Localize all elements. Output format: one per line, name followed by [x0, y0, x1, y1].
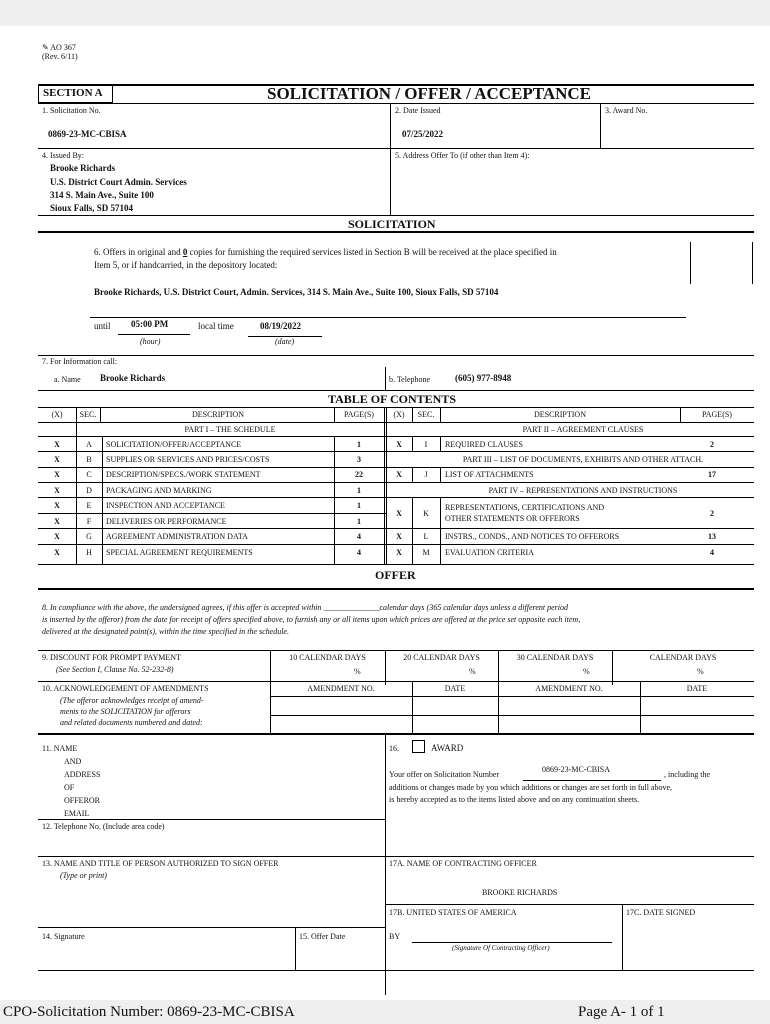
- item11-label: 11. NAME: [42, 744, 78, 753]
- rule: [38, 231, 754, 233]
- rule: [38, 927, 385, 928]
- rule: [100, 407, 101, 422]
- rule: [690, 242, 691, 284]
- toc-pages-header: PAGE(S): [344, 410, 374, 419]
- info-name-label: a. Name: [54, 375, 81, 384]
- toc-row-desc: REPRESENTATIONS, CERTIFICATIONS AND: [445, 503, 605, 512]
- discount-pct: %: [583, 667, 590, 676]
- rule: [38, 681, 754, 682]
- rule: [386, 467, 754, 468]
- rule: [386, 497, 754, 498]
- toc-x-header-right: (X): [393, 410, 405, 419]
- item17c-label: 17C. DATE SIGNED: [626, 908, 696, 917]
- toc-part3: PART III – LIST OF DOCUMENTS, EXHIBITS AND OTHER ATTACH.: [462, 455, 704, 464]
- toc-row-pages: 1: [357, 486, 361, 495]
- sol-no-label: 1. Solicitation No.: [42, 106, 101, 115]
- toc-row-sec: I: [424, 440, 428, 449]
- issued-by-line: 314 S. Main Ave., Suite 100: [50, 190, 154, 200]
- rule: [38, 451, 386, 452]
- toc-row-sec: M: [422, 548, 430, 557]
- form-rev: (Rev. 6/11): [42, 52, 78, 61]
- toc-row-sec: A: [86, 440, 92, 449]
- item6-line1: copies for furnishing the required services listed in Section B will be received at the place specified in: [187, 247, 557, 257]
- award-text-line3: is hereby accepted as to the items listed above and on any continuation sheets.: [389, 795, 640, 804]
- toc-row-desc: PACKAGING AND MARKING: [106, 486, 212, 495]
- item8-line2: is inserted by the offeror) from the date for receipt of offers specified above, to furnish any or all items upon which prices are offered at the price set opposite each item,: [42, 615, 581, 624]
- local-time-label: local time: [198, 321, 234, 331]
- rule: [600, 103, 601, 148]
- toc-row-desc: INSPECTION AND ACCEPTANCE: [106, 501, 225, 510]
- offer-heading: OFFER: [375, 568, 416, 582]
- amend-col: DATE: [444, 684, 466, 693]
- discount-col: 20 CALENDAR DAYS: [403, 653, 480, 662]
- toc-row-x: X: [54, 548, 60, 557]
- issued-by-line: Brooke Richards: [50, 163, 116, 173]
- depository-location: Brooke Richards, U.S. District Court, Admin. Services, 314 S. Main Ave., Suite 100, Sioux Falls, SD 57104: [94, 287, 499, 297]
- item8-line1: [42, 603, 568, 612]
- award-checkbox[interactable]: [412, 740, 425, 753]
- rule: [38, 407, 754, 408]
- toc-desc-header: DESCRIPTION: [191, 410, 244, 419]
- award-label: AWARD: [431, 743, 464, 753]
- item17b-label: 17B. UNITED STATES OF AMERICA: [389, 908, 517, 917]
- item11-line: ADDRESS: [64, 770, 101, 779]
- rule: [38, 148, 754, 149]
- rule: [38, 819, 385, 820]
- toc-row-pages: 2: [710, 509, 714, 518]
- toc-row-pages: 4: [710, 548, 714, 557]
- toc-row-desc: SOLICITATION/OFFER/ACCEPTANCE: [106, 440, 242, 449]
- pen-icon: ✎: [42, 43, 49, 52]
- toc-row-sec: D: [86, 486, 92, 495]
- item11-line: AND: [64, 757, 82, 766]
- item14-label: 14. Signature: [42, 932, 85, 941]
- toc-row-desc: DELIVERIES OR PERFORMANCE: [106, 517, 227, 526]
- rule: [440, 467, 441, 482]
- rule: [38, 422, 386, 423]
- toc-part1: PART I – THE SCHEDULE: [184, 425, 276, 434]
- item6-pre: 6. Offers in original and: [94, 247, 183, 257]
- form-page: [0, 26, 770, 996]
- item16-no: 16.: [389, 744, 399, 753]
- discount-pct: %: [469, 667, 476, 676]
- discount-col: CALENDAR DAYS: [649, 653, 717, 662]
- item6-copies: 0: [182, 247, 188, 257]
- toc-part4: PART IV – REPRESENTATIONS AND INSTRUCTIONS: [488, 486, 678, 495]
- discount-pct: %: [354, 667, 361, 676]
- toc-row-desc: SPECIAL AGREEMENT REQUIREMENTS: [106, 548, 253, 557]
- item10-sub: (The offeror acknowledges receipt of amend-: [60, 696, 204, 705]
- viewer-top-bar: [0, 0, 770, 26]
- toc-row-pages: 1: [357, 440, 361, 449]
- issued-by-line: U.S. District Court Admin. Services: [50, 177, 187, 187]
- item10-sub: and related documents numbered and dated:: [60, 718, 203, 727]
- toc-row-desc: REQUIRED CLAUSES: [445, 440, 524, 449]
- signature-caption: (Signature Of Contracting Officer): [452, 944, 550, 952]
- rule: [440, 497, 441, 528]
- toc-row-sec: F: [86, 517, 92, 526]
- toc-row-sec: L: [423, 532, 429, 541]
- rule: [38, 355, 754, 356]
- award-no-label: 3. Award No.: [605, 106, 648, 115]
- item15-label: 15. Offer Date: [299, 932, 346, 941]
- rule: [386, 528, 754, 529]
- toc-row-sec: E: [86, 501, 92, 510]
- form-id: [42, 43, 76, 52]
- discount-col: 10 CALENDAR DAYS: [289, 653, 366, 662]
- rule: [38, 436, 386, 437]
- item13-sub: (Type or print): [60, 871, 107, 880]
- toc-row-desc: INSTRS., CONDS., AND NOTICES TO OFFERORS: [445, 532, 620, 541]
- item8-pre: 8. In compliance with the above, the undersigned agrees, if this offer is accepted within: [42, 603, 324, 612]
- rule: [90, 317, 686, 318]
- receipt-time: 05:00 PM: [131, 319, 169, 329]
- toc-row-desc: SUPPLIES OR SERVICES AND PRICES/COSTS: [106, 455, 270, 464]
- toc-row-pages: 3: [357, 455, 361, 464]
- rule: [752, 242, 753, 284]
- info-phone: (605) 977-8948: [455, 373, 512, 383]
- date-issued: 07/25/2022: [402, 129, 444, 139]
- rule: [38, 856, 754, 857]
- toc-row-x: X: [54, 440, 60, 449]
- toc-row-x: X: [54, 501, 60, 510]
- rule: [385, 367, 386, 390]
- rule: [270, 696, 754, 697]
- rule: [38, 467, 386, 468]
- section-label: SECTION A: [43, 87, 103, 99]
- rule: [38, 564, 754, 565]
- toc-row-pages: 17: [708, 470, 716, 479]
- rule: [385, 733, 386, 995]
- award-text-line2: additions or changes made by you which additions or changes are set forth in full above,: [389, 783, 673, 792]
- rule: [38, 544, 386, 545]
- item10-label: 10. ACKNOWLEDGEMENT OF AMENDMENTS: [42, 684, 209, 693]
- toc-row-desc: OTHER STATEMENTS OR OFFERORS: [445, 514, 580, 523]
- toc-row-x: X: [396, 509, 402, 518]
- toc-row-x: X: [54, 486, 60, 495]
- rule: [440, 436, 441, 451]
- rule: [386, 544, 754, 545]
- toc-row-x: X: [54, 517, 60, 526]
- item9-sub: (See Section I, Clause No. 52-232-8): [56, 665, 174, 674]
- toc-row-sec: J: [424, 470, 428, 479]
- toc-heading: TABLE OF CONTENTS: [328, 392, 457, 406]
- toc-row-sec: K: [423, 509, 429, 518]
- form-title: SOLICITATION / OFFER / ACCEPTANCE: [267, 84, 591, 103]
- rule: [38, 513, 386, 514]
- date-label: (date): [275, 337, 295, 346]
- rule: [38, 482, 386, 483]
- item6-text: [94, 247, 557, 257]
- by-label: BY: [389, 932, 401, 941]
- rule: [118, 334, 190, 335]
- item13-label: 13. NAME AND TITLE OF PERSON AUTHORIZED TO SIGN OFFER: [42, 859, 279, 868]
- page-footer: [0, 1000, 770, 1024]
- rule: [386, 482, 754, 483]
- issued-by-line: Sioux Falls, SD 57104: [50, 203, 134, 213]
- rule: [523, 780, 661, 781]
- toc-row-desc: EVALUATION CRITERIA: [445, 548, 534, 557]
- rule: [270, 715, 754, 716]
- rule: [386, 436, 754, 437]
- rule: [38, 733, 754, 735]
- toc-row-pages: 22: [355, 470, 363, 479]
- toc-sec-header-right: SEC.: [417, 410, 435, 419]
- form-id-text: AO 367: [50, 43, 76, 52]
- rule: [384, 407, 385, 564]
- info-phone-label: b. Telephone: [389, 375, 431, 384]
- footer-page-number: Page A- 1 of 1: [578, 1004, 665, 1020]
- rule: [38, 390, 754, 391]
- rule: [385, 904, 754, 905]
- until-label: until: [94, 321, 111, 331]
- item10-sub: ments to the SOLICITATION for offerors: [60, 707, 191, 716]
- toc-row-x: X: [54, 470, 60, 479]
- solicitation-heading: SOLICITATION: [348, 217, 436, 231]
- amend-col: AMENDMENT NO.: [535, 684, 603, 693]
- rule: [38, 215, 754, 216]
- item11-line: OF: [64, 783, 75, 792]
- date-issued-label: 2. Date Issued: [395, 106, 441, 115]
- rule: [38, 103, 754, 104]
- info-label: 7. For Information call:: [42, 357, 118, 366]
- item11-line: OFFEROR: [64, 796, 101, 805]
- rule: [386, 422, 754, 423]
- toc-row-sec: G: [86, 532, 92, 541]
- toc-row-x: X: [396, 440, 402, 449]
- rule: [38, 970, 754, 971]
- info-name: Brooke Richards: [100, 373, 166, 383]
- toc-pages-header-right: PAGE(S): [702, 410, 732, 419]
- item8-post: calendar days (365 calendar days unless a different period: [379, 603, 568, 612]
- toc-row-sec: B: [86, 455, 92, 464]
- toc-row-pages: 4: [357, 532, 361, 541]
- toc-row-pages: 13: [708, 532, 716, 541]
- rule: [440, 528, 441, 564]
- officer-name: BROOKE RICHARDS: [482, 888, 558, 897]
- toc-row-x: X: [54, 455, 60, 464]
- award-text-post: , including the: [664, 770, 710, 779]
- toc-part2: PART II – AGREEMENT CLAUSES: [522, 425, 644, 434]
- item8-line3: delivered at the designated point(s), within the time specified in the schedule.: [42, 627, 289, 636]
- award-text-pre: Your offer on Solicitation Number: [389, 770, 500, 779]
- sol-no: 0869-23-MC-CBISA: [48, 129, 127, 139]
- rule: [38, 588, 754, 590]
- rule: [38, 497, 386, 498]
- toc-row-pages: 4: [357, 548, 361, 557]
- discount-pct: %: [697, 667, 704, 676]
- toc-row-pages: 1: [357, 501, 361, 510]
- toc-sec-header: SEC.: [79, 410, 97, 419]
- toc-row-x: X: [54, 532, 60, 541]
- rule: [38, 528, 386, 529]
- issued-by-label: 4. Issued By:: [42, 151, 84, 160]
- toc-x-header: (X): [51, 410, 63, 419]
- rule: [412, 942, 612, 943]
- item17a-label: 17A. NAME OF CONTRACTING OFFICER: [389, 859, 537, 868]
- award-sol-no: 0869-23-MC-CBISA: [542, 765, 611, 774]
- rule: [390, 103, 391, 215]
- amend-col: AMENDMENT NO.: [307, 684, 375, 693]
- toc-row-sec: H: [86, 548, 92, 557]
- toc-row-x: X: [396, 532, 402, 541]
- item12-label: 12. Telephone No. (Include area code): [42, 822, 165, 831]
- rule: [386, 451, 754, 452]
- receipt-date: 08/19/2022: [260, 321, 302, 331]
- address-offer-label: 5. Address Offer To (if other than Item 4):: [395, 151, 530, 160]
- item9-label: 9. DISCOUNT FOR PROMPT PAYMENT: [42, 653, 181, 662]
- rule: [295, 927, 296, 970]
- toc-row-desc: LIST OF ATTACHMENTS: [445, 470, 534, 479]
- toc-row-pages: 2: [710, 440, 714, 449]
- discount-col: 30 CALENDAR DAYS: [516, 653, 594, 662]
- amend-col: DATE: [686, 684, 708, 693]
- toc-row-desc: AGREEMENT ADMINISTRATION DATA: [106, 532, 248, 541]
- item11-line: EMAIL: [64, 809, 90, 818]
- toc-row-sec: C: [86, 470, 92, 479]
- toc-desc-header-right: DESCRIPTION: [533, 410, 586, 419]
- toc-row-x: X: [396, 470, 402, 479]
- footer-solicitation-number: CPO-Solicitation Number: 0869-23-MC-CBISA: [3, 1004, 295, 1020]
- item6-line2: Item 5, or if handcarried, in the depository located:: [94, 260, 278, 270]
- rule: [622, 904, 623, 970]
- item8-blank: ______________: [323, 603, 380, 612]
- hour-label: (hour): [140, 337, 161, 346]
- toc-row-x: X: [396, 548, 402, 557]
- toc-row-pages: 1: [357, 517, 361, 526]
- toc-row-desc: DESCRIPTION/SPECS./WORK STATEMENT: [106, 470, 261, 479]
- rule: [38, 650, 754, 651]
